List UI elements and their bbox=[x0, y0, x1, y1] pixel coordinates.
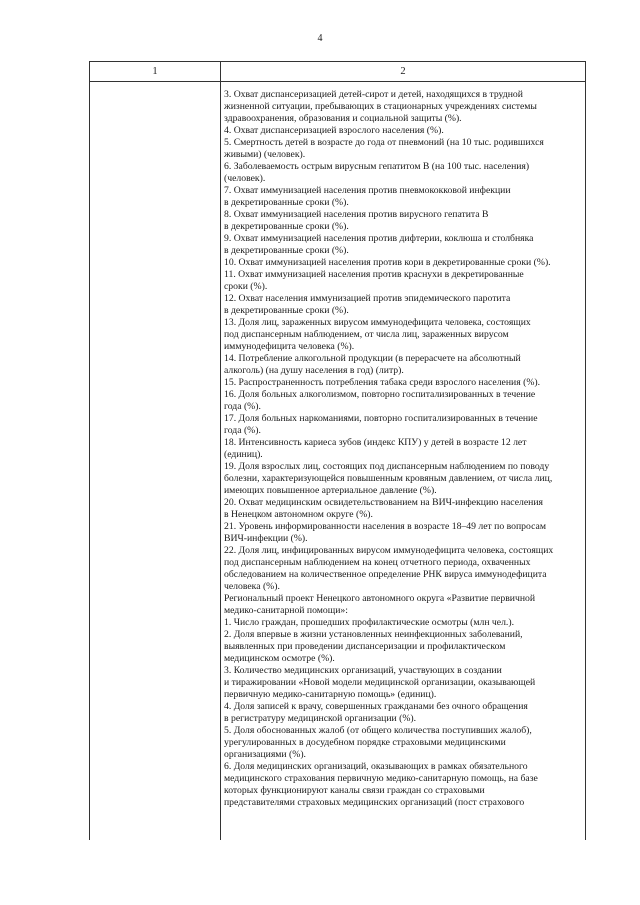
page-number: 4 bbox=[317, 33, 323, 44]
text-line: 1. Число граждан, прошедших профилактические осмотры (млн чел.). bbox=[224, 617, 514, 628]
text-line: 14. Потребление алкогольной продукции (в перерасчете на абсолютный bbox=[224, 353, 521, 364]
text-line: под диспансерным наблюдением, от числа лиц, зараженных вирусом bbox=[224, 329, 509, 340]
text-line: 18. Интенсивность кариеса зубов (индекс КПУ) у детей в возрасте 12 лет bbox=[224, 437, 527, 448]
text-line: года (%). bbox=[224, 425, 261, 436]
text-line: в декретированные сроки (%). bbox=[224, 221, 349, 232]
table-row bbox=[90, 82, 586, 841]
text-line: 3. Охват диспансеризацией детей-сирот и детей, находящихся в трудной bbox=[224, 89, 523, 100]
column-1-header: 1 bbox=[90, 62, 221, 82]
text-line: медико-санитарной помощи»: bbox=[224, 605, 348, 616]
text-line: 10. Охват иммунизацией населения против кори в декретированные сроки (%). bbox=[224, 257, 551, 268]
text-line: 7. Охват иммунизацией населения против пневмококковой инфекции bbox=[224, 185, 511, 196]
text-line: первичную медико-санитарную помощь» (единиц). bbox=[224, 689, 437, 700]
text-line: под диспансерным наблюдением на конец отчетного периода, охваченных bbox=[224, 557, 531, 568]
text-line: 4. Доля записей к врачу, совершенных гражданами без очного обращения bbox=[224, 701, 528, 712]
text-line: 5. Доля обоснованных жалоб (от общего количества поступивших жалоб), bbox=[224, 725, 532, 736]
text-line: 2. Доля впервые в жизни установленных неинфекционных заболеваний, bbox=[224, 629, 523, 640]
text-line: живыми) (человек). bbox=[224, 149, 306, 160]
text-line: в декретированные сроки (%). bbox=[224, 305, 349, 316]
text-line: организациями (%). bbox=[224, 749, 306, 760]
text-line: 6. Заболеваемость острым вирусным гепатитом В (на 100 тыс. населения) bbox=[224, 161, 530, 172]
text-line: 11. Охват иммунизацией населения против краснухи в декретированные bbox=[224, 269, 524, 280]
text-line: урегулированных в досудебном порядке страховыми медицинскими bbox=[224, 737, 506, 748]
text-line: и тиражировании «Новой модели медицинской организации, оказывающей bbox=[224, 677, 536, 688]
text-line: 22. Доля лиц, инфицированных вирусом иммунодефицита человека, состоящих bbox=[224, 545, 554, 556]
text-line: обследованием на количественное определение РНК вируса иммунодефицита bbox=[224, 569, 547, 580]
text-line: иммунодефицита человека (%). bbox=[224, 341, 355, 352]
text-line: в Ненецком автономном округе (%). bbox=[224, 509, 373, 520]
text-line: которых функционируют каналы связи граждан со страховыми bbox=[224, 785, 485, 796]
text-line: 15. Распространенность потребления табака среди взрослого населения (%). bbox=[224, 377, 541, 388]
text-line: 9. Охват иммунизацией населения против дифтерии, коклюша и столбняка bbox=[224, 233, 534, 244]
text-line: сроки (%). bbox=[224, 281, 268, 292]
text-line: ВИЧ-инфекции (%). bbox=[224, 533, 308, 544]
text-line: 21. Уровень информированности населения в возрасте 18–49 лет по вопросам bbox=[224, 521, 546, 532]
text-line: медицинского страхования первичную медико-санитарную помощь, на базе bbox=[224, 773, 538, 784]
text-line: здравоохранения, образования и социальной защиты (%). bbox=[224, 113, 462, 124]
text-line: (единиц). bbox=[224, 449, 263, 460]
text-line: 8. Охват иммунизацией населения против вирусного гепатита В bbox=[224, 209, 489, 220]
text-line: (человек). bbox=[224, 173, 266, 184]
text-line: жизненной ситуации, пребывающих в стационарных учреждениях системы bbox=[224, 101, 537, 112]
text-line: 5. Смертность детей в возрасте до года от пневмоний (на 10 тыс. родившихся bbox=[224, 137, 544, 148]
text-line: Региональный проект Ненецкого автономного округа «Развитие первичной bbox=[224, 593, 536, 604]
text-line: 3. Количество медицинских организаций, участвующих в создании bbox=[224, 665, 502, 676]
text-line: 16. Доля больных алкоголизмом, повторно госпитализированных в течение bbox=[224, 389, 536, 400]
text-line: болезни, характеризующейся повышенным кровяным давлением, от числа лиц, bbox=[224, 473, 553, 484]
text-line: в декретированные сроки (%). bbox=[224, 245, 349, 256]
text-line: года (%). bbox=[224, 401, 261, 412]
text-line: в регистратуру медицинской организации (%). bbox=[224, 713, 417, 724]
text-line: имеющих повышенное артериальное давление (%). bbox=[224, 485, 437, 496]
text-line: 19. Доля взрослых лиц, состоящих под диспансерным наблюдением по поводу bbox=[224, 461, 550, 472]
text-line: медицинском осмотре (%). bbox=[224, 653, 335, 664]
indicator-list bbox=[224, 89, 583, 809]
text-line: 4. Охват диспансеризацией взрослого населения (%). bbox=[224, 125, 444, 136]
text-line: 17. Доля больных наркоманиями, повторно госпитализированных в течение bbox=[224, 413, 538, 424]
text-line: 13. Доля лиц, зараженных вирусом иммунодефицита человека, состоящих bbox=[224, 317, 531, 328]
text-line: представителями страховых медицинских организаций (пост страхового bbox=[224, 797, 525, 808]
text-line: 6. Доля медицинских организаций, оказывающих в рамках обязательного bbox=[224, 761, 528, 772]
text-line: 12. Охват населения иммунизацией против эпидемического паротита bbox=[224, 293, 511, 304]
text-line: выявленных при проведении диспансеризации и профилактическом bbox=[224, 641, 506, 652]
column-2-header: 2 bbox=[221, 62, 586, 82]
column-1-cell bbox=[90, 82, 221, 841]
document-table bbox=[89, 61, 586, 840]
text-line: в декретированные сроки (%). bbox=[224, 197, 349, 208]
text-line: алкоголь) (на душу населения в год) (литр). bbox=[224, 365, 404, 376]
text-line: человека (%). bbox=[224, 581, 280, 592]
column-2-cell bbox=[221, 82, 586, 841]
table-header-row bbox=[90, 62, 586, 82]
text-line: 20. Охват медицинским освидетельствованием на ВИЧ-инфекцию населения bbox=[224, 497, 543, 508]
